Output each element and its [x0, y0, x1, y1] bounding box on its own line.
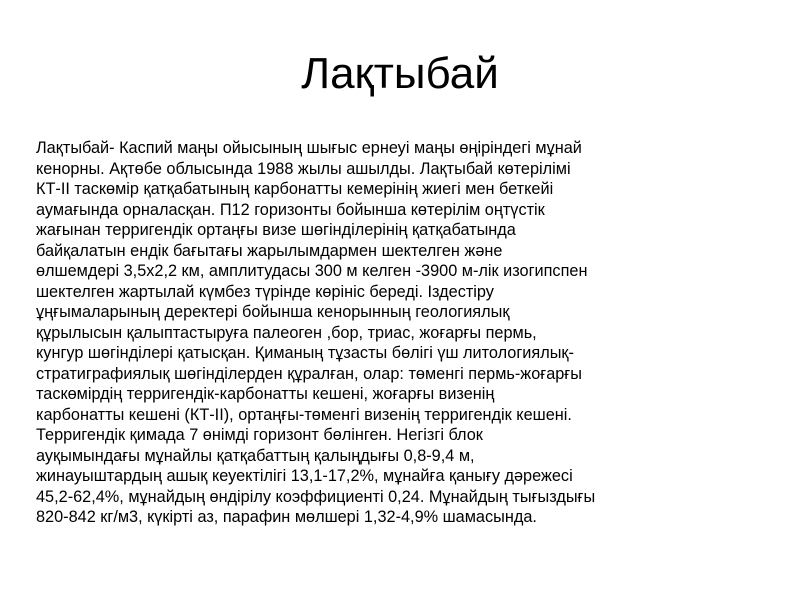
body-line: жинауыштардың ашық кеуектілігі 13,1-17,2%, мұнайға қанығу дәрежесі: [36, 467, 573, 485]
slide-body-text: [36, 138, 780, 528]
body-line: таскөмірдің терригендік-карбонатты кешені, жоғарғы визенің: [36, 385, 495, 403]
body-line: Лақтыбай- Каспий маңы ойысының шығыс ернеуі маңы өңіріндегі мұнай: [36, 139, 582, 157]
body-line: аумағында орналасқан. П12 горизонты бойынша көтерілім оңтүстік: [36, 200, 545, 219]
body-line: жағынан терригендік ортаңғы визе шөгінділерінің қатқабатында: [36, 221, 516, 239]
body-line: ауқымындағы мұнайлы қатқабаттың қалыңдығы 0,8-9,4 м,: [36, 446, 475, 465]
body-line: байқалатын ендік бағытағы жарылымдармен шектелген және: [36, 241, 503, 260]
body-line: кенорны. Ақтөбе облысында 1988 жылы ашылды. Лақтыбай көтерілімі: [36, 159, 571, 178]
body-line: 820-842 кг/м3, күкірті аз, парафин мөлшері 1,32-4,9% шамасында.: [36, 508, 537, 526]
body-line: Терригендік қимада 7 өнімді горизонт бөлінген. Негізгі блок: [36, 426, 483, 444]
body-line: шектелген жартылай күмбез түрінде көрініс береді. Іздестіру: [36, 282, 494, 301]
body-line: ұңғымаларының деректері бойынша кенорынның геологиялық: [36, 303, 510, 321]
body-line: карбонатты кешені (КТ-II), ортаңғы-төменгі визенің терригендік кешені.: [36, 405, 572, 424]
body-line: 45,2-62,4%, мұнайдың өндірілу коэффициенті 0,24. Мұнайдың тығыздығы: [36, 487, 596, 506]
body-line: КТ-II таскөмір қатқабатының карбонатты кемерінің жиегі мен беткейі: [36, 180, 554, 198]
body-line: кунгур шөгінділері қатысқан. Қиманың тұзасты бөлігі үш литологиялық-: [36, 344, 574, 362]
body-line: құрылысын қалыптастыруға палеоген ,бор, триас, жоғарғы пермь,: [36, 323, 537, 342]
body-line: стратиграфиялық шөгінділерден құралған, олар: төменгі пермь-жоғарғы: [36, 364, 582, 383]
body-line: өлшемдері 3,5х2,2 км, амплитудасы 300 м келген -3900 м-лік изогипспен: [36, 262, 588, 280]
slide-title: Лақтыбай: [301, 49, 499, 98]
